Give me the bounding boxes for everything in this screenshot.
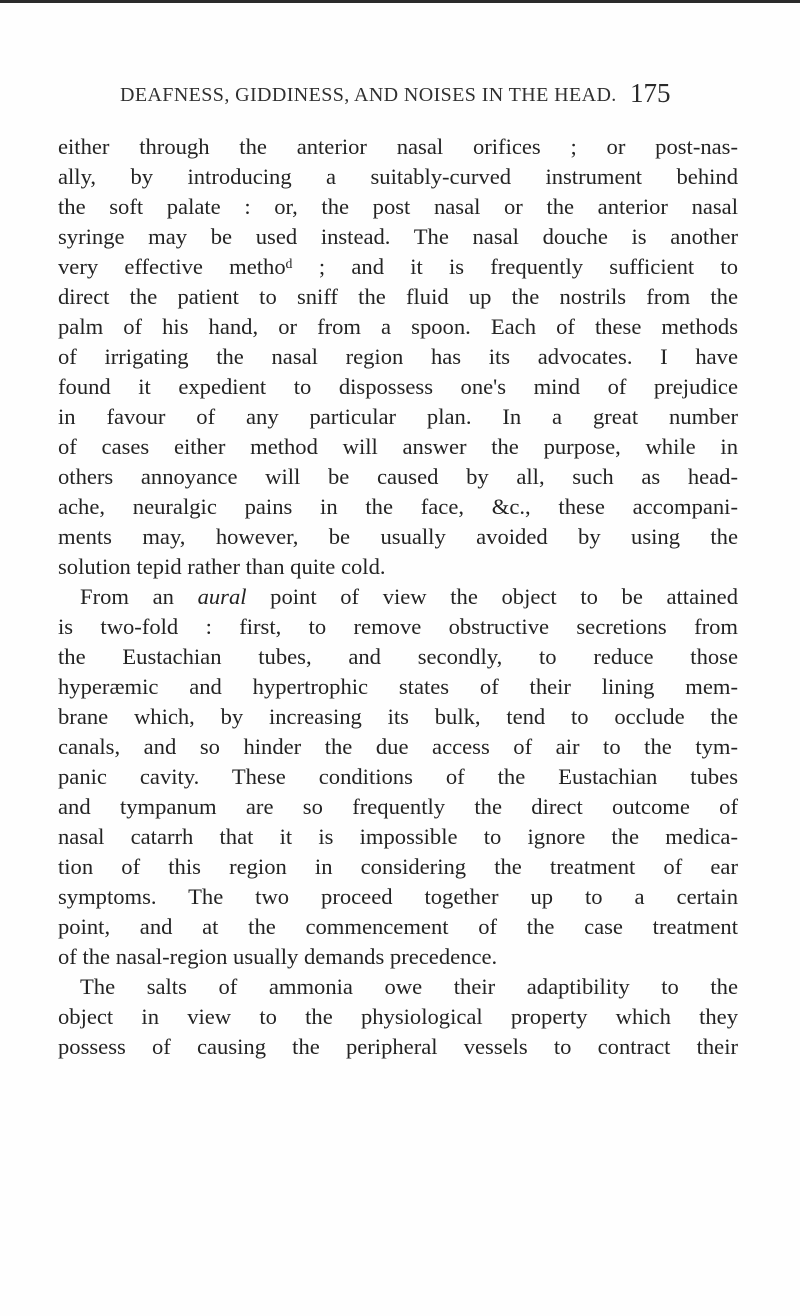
text-line: brane which, by increasing its bulk, tend to occlude the [58, 704, 738, 729]
text-line: possess of causing the peripheral vessels to contract their [58, 1034, 738, 1059]
text-line: the Eustachian tubes, and secondly, to reduce those [58, 644, 738, 669]
text-line: and tympanum are so frequently the direct outcome of [58, 794, 738, 819]
line-segment: From an [80, 584, 198, 609]
text-line: in favour of any particular plan. In a great number [58, 404, 738, 429]
paragraph-start-line: The salts of ammonia owe their adaptibility to the [80, 974, 738, 999]
text-line: very effective methoᵈ ; and it is frequently sufficient to [58, 254, 738, 279]
text-line: of the nasal-region usually demands precedence. [58, 944, 498, 969]
text-line: canals, and so hinder the due access of air to the tym- [58, 734, 738, 759]
text-line: either through the anterior nasal orifices ; or post-nas- [58, 134, 738, 159]
text-line: ally, by introducing a suitably-curved instrument behind [58, 164, 738, 189]
text-line: direct the patient to sniff the fluid up the nostrils from the [58, 284, 738, 309]
text-line: panic cavity. These conditions of the Eustachian tubes [58, 764, 738, 789]
text-line: others annoyance will be caused by all, such as head- [58, 464, 738, 489]
text-line: of irrigating the nasal region has its advocates. I have [58, 344, 738, 369]
paragraph-start-line [58, 582, 738, 612]
text-line: object in view to the physiological property which they [58, 1004, 738, 1029]
text-line: palm of his hand, or from a spoon. Each of these methods [58, 314, 738, 339]
text-line: ache, neuralgic pains in the face, &c., these accompani- [58, 494, 738, 519]
text-line: tion of this region in considering the treatment of ear [58, 854, 738, 879]
text-line: syringe may be used instead. The nasal douche is another [58, 224, 738, 249]
text-line: of cases either method will answer the purpose, while in [58, 434, 738, 459]
body-text [58, 132, 738, 1062]
italic-word: aural [197, 584, 247, 609]
running-head: DEAFNESS, GIDDINESS, AND NOISES IN THE HEAD. [120, 84, 617, 106]
text-line: solution tepid rather than quite cold. [58, 554, 386, 579]
text-line: is two-fold : first, to remove obstructive secretions from [58, 614, 738, 639]
text-line: symptoms. The two proceed together up to a certain [58, 884, 738, 909]
text-line: nasal catarrh that it is impossible to ignore the medica- [58, 824, 738, 849]
text-line: the soft palate : or, the post nasal or the anterior nasal [58, 194, 738, 219]
text-line: ments may, however, be usually avoided by using the [58, 524, 738, 549]
page-number: 175 [630, 78, 671, 108]
line-segment: point of view the object to be attained [246, 584, 738, 609]
top-border-rule [0, 0, 800, 3]
text-line: point, and at the commencement of the case treatment [58, 914, 738, 939]
text-line: found it expedient to dispossess one's mind of prejudice [58, 374, 738, 399]
text-line: hyperæmic and hypertrophic states of their lining mem- [58, 674, 738, 699]
